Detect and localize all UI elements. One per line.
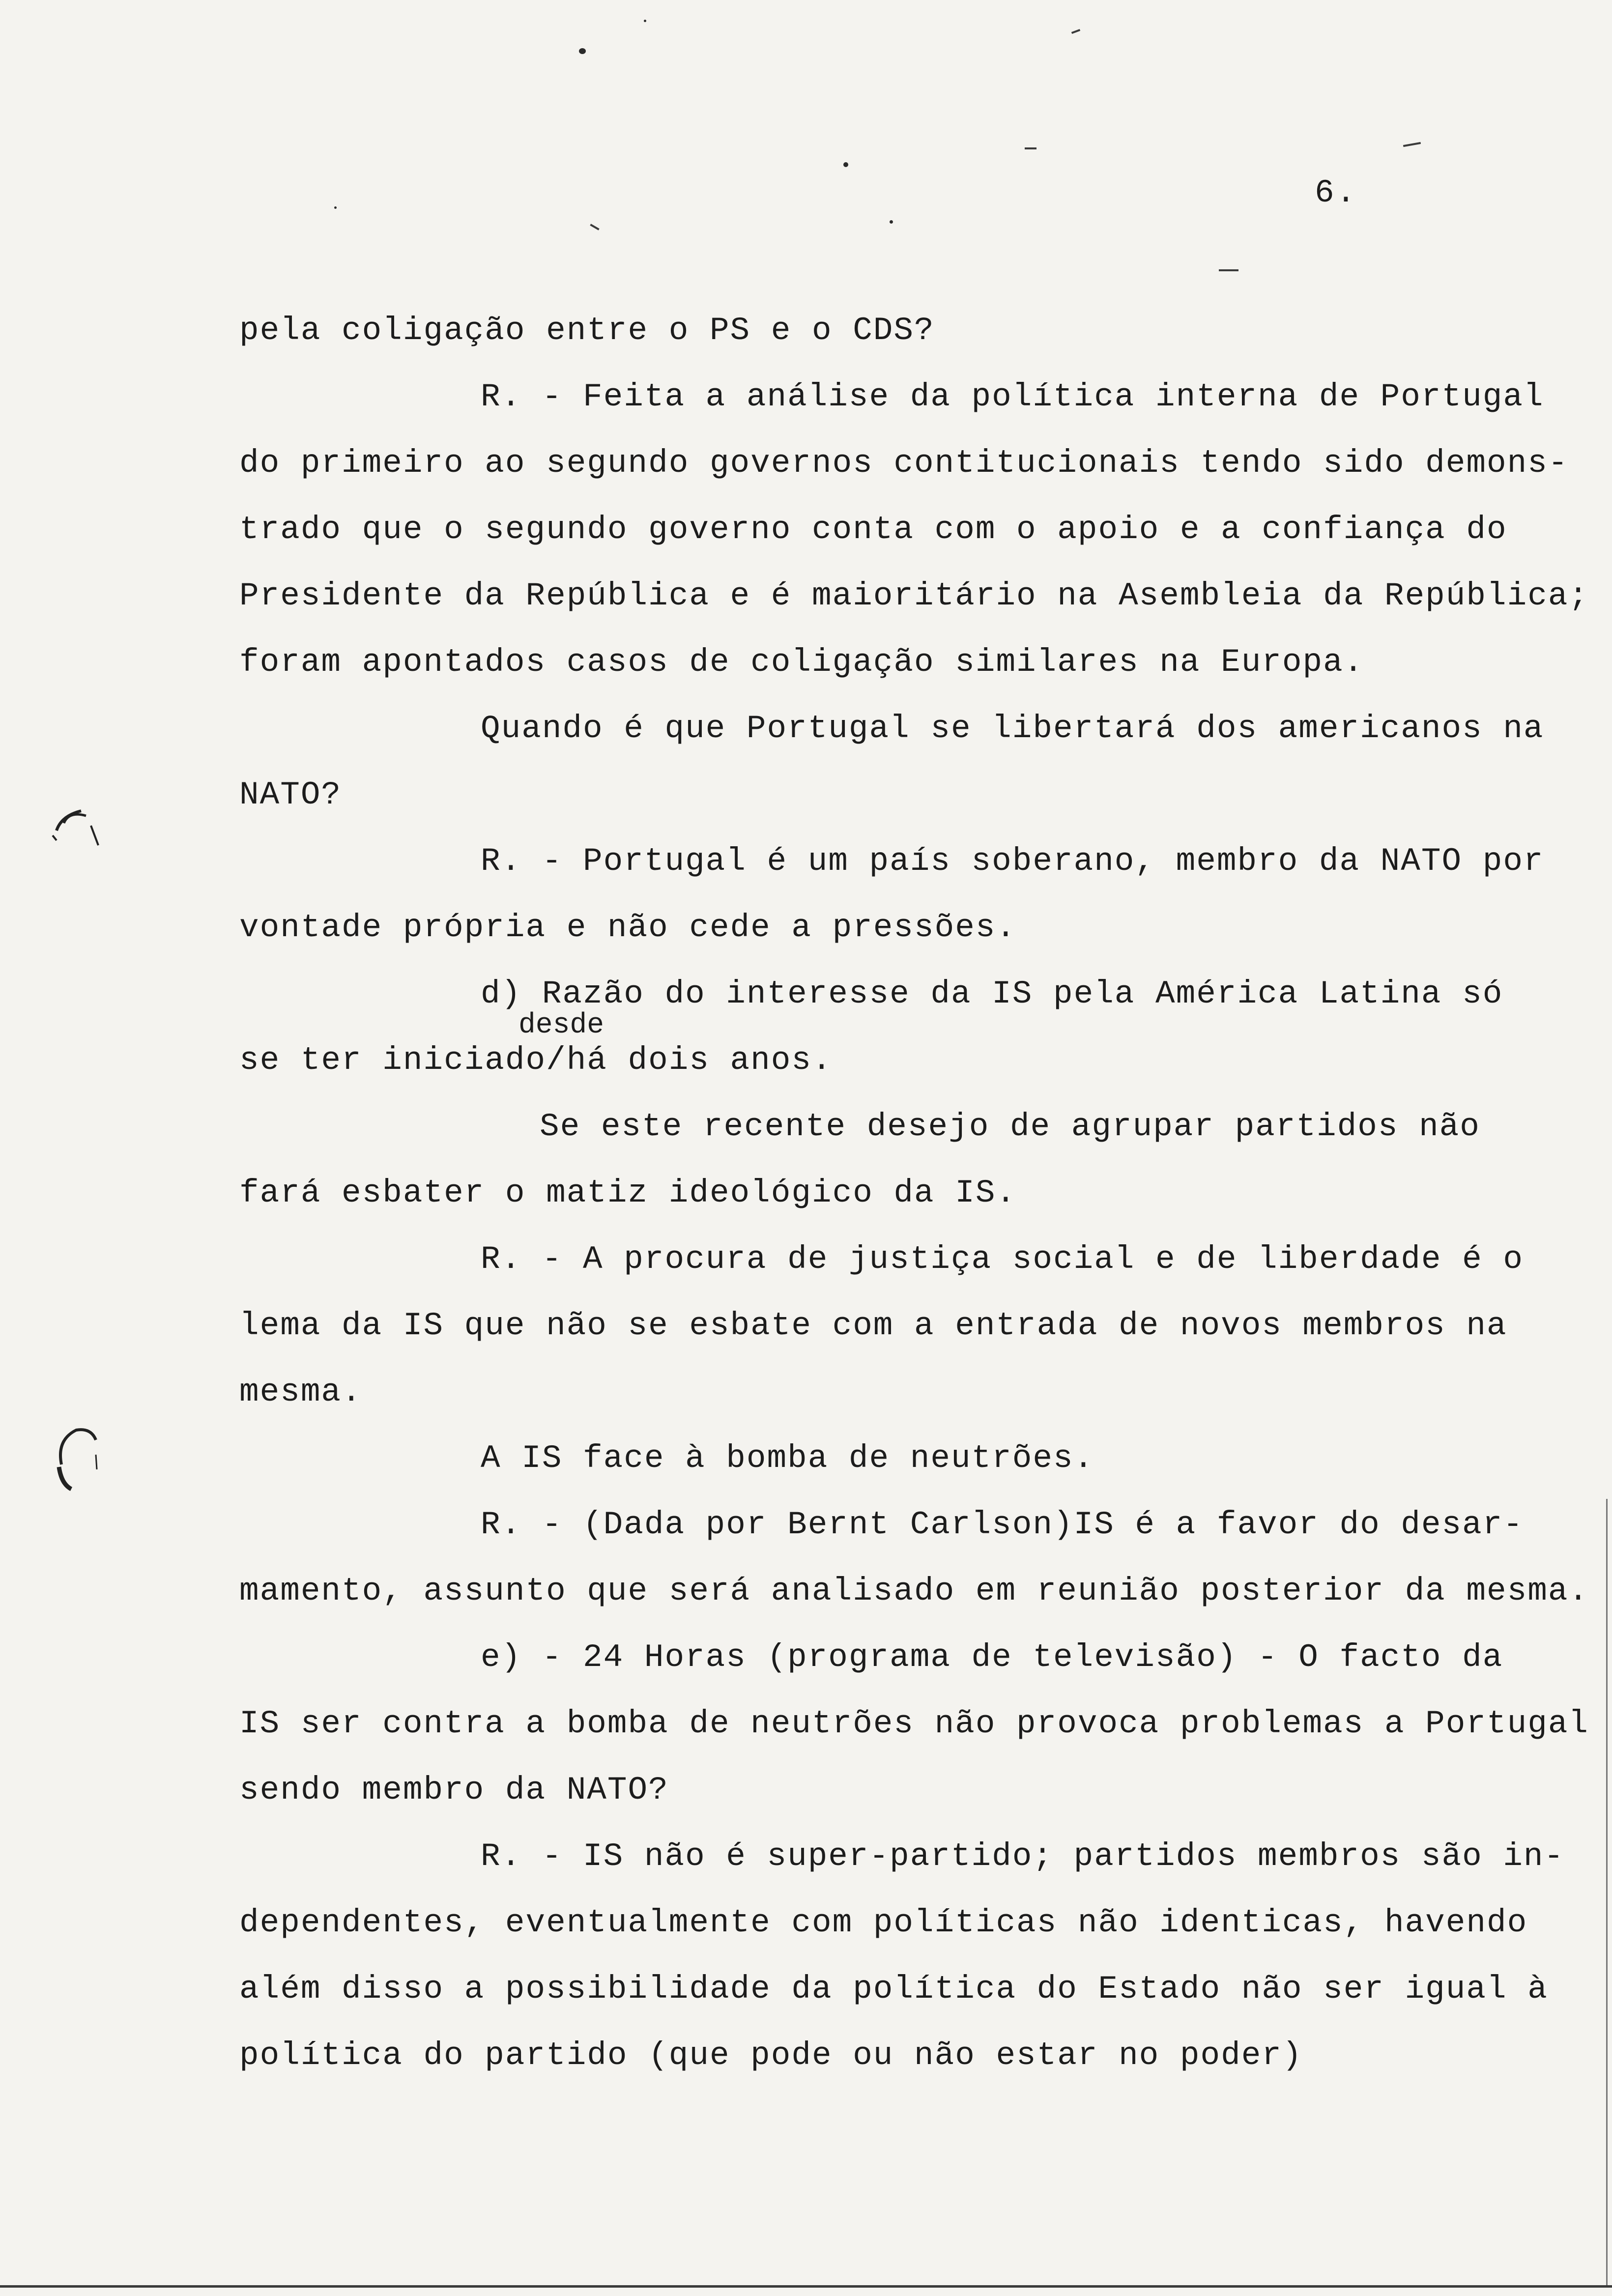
text-line: do primeiro ao segundo governos contitucionais tendo sido demons- xyxy=(239,445,1569,482)
text-line: d) Razão do interesse da IS pela América Latina só xyxy=(481,976,1503,1012)
text-line: política do partido (que pode ou não estar no poder) xyxy=(239,2037,1303,2074)
page-number: 6. xyxy=(1315,174,1358,211)
page-edge-line xyxy=(1606,1499,1608,2285)
punch-hole-mark xyxy=(42,801,106,870)
text-line: vontade própria e não cede a pressões. xyxy=(239,909,1017,946)
punch-hole-mark xyxy=(42,1420,106,1494)
text-line: fará esbater o matiz ideológico da IS. xyxy=(239,1175,1017,1211)
text-line: pela coligação entre o PS e o CDS? xyxy=(239,312,935,349)
text-line: mesma. xyxy=(239,1374,362,1410)
handwritten-insert: desde xyxy=(518,1009,604,1041)
text-line: Presidente da República e é maioritário na Asembleia da República; xyxy=(239,577,1589,614)
text-line: Quando é que Portugal se libertará dos americanos na xyxy=(481,710,1544,747)
text-line: se ter iniciado/há dois anos. xyxy=(239,1042,833,1079)
text-line: R. - Portugal é um país soberano, membro da NATO por xyxy=(481,843,1544,880)
text-line: foram apontados casos de coligação similares na Europa. xyxy=(239,644,1364,681)
text-line: A IS face à bomba de neutrões. xyxy=(481,1440,1094,1477)
text-line: trado que o segundo governo conta com o apoio e a confiança do xyxy=(239,511,1507,548)
text-line: Se este recente desejo de agrupar partidos não xyxy=(540,1108,1480,1145)
scan-mark xyxy=(1025,147,1036,149)
scan-speck xyxy=(334,206,337,209)
scan-mark xyxy=(1219,269,1238,271)
scan-mark xyxy=(590,224,599,230)
text-line: sendo membro da NATO? xyxy=(239,1772,669,1808)
text-line: R. - (Dada por Bernt Carlson)IS é a favor do desar- xyxy=(481,1506,1524,1543)
text-line: R. - Feita a análise da política interna de Portugal xyxy=(481,378,1544,415)
scan-speck xyxy=(843,162,848,167)
scan-speck xyxy=(890,220,893,224)
text-line: e) - 24 Horas (programa de televisão) - O facto da xyxy=(481,1639,1503,1676)
text-line: R. - IS não é super-partido; partidos membros são in- xyxy=(481,1838,1565,1875)
text-line: dependentes, eventualmente com políticas não identicas, havendo xyxy=(239,1904,1528,1941)
text-line: lema da IS que não se esbate com a entrada de novos membros na xyxy=(239,1307,1507,1344)
scan-speck xyxy=(644,20,646,22)
text-line: além disso a possibilidade da política do Estado não ser igual à xyxy=(239,1971,1548,2008)
page-bottom-edge xyxy=(0,2285,1612,2288)
text-line: IS ser contra a bomba de neutrões não provoca problemas a Portugal xyxy=(239,1705,1589,1742)
text-line: mamento, assunto que será analisado em reunião posterior da mesma. xyxy=(239,1573,1589,1609)
text-line: R. - A procura de justiça social e de liberdade é o xyxy=(481,1241,1524,1278)
scan-mark xyxy=(1403,142,1421,147)
text-line: NATO? xyxy=(239,776,342,813)
scan-speck xyxy=(579,48,586,54)
scan-mark xyxy=(1071,29,1080,34)
